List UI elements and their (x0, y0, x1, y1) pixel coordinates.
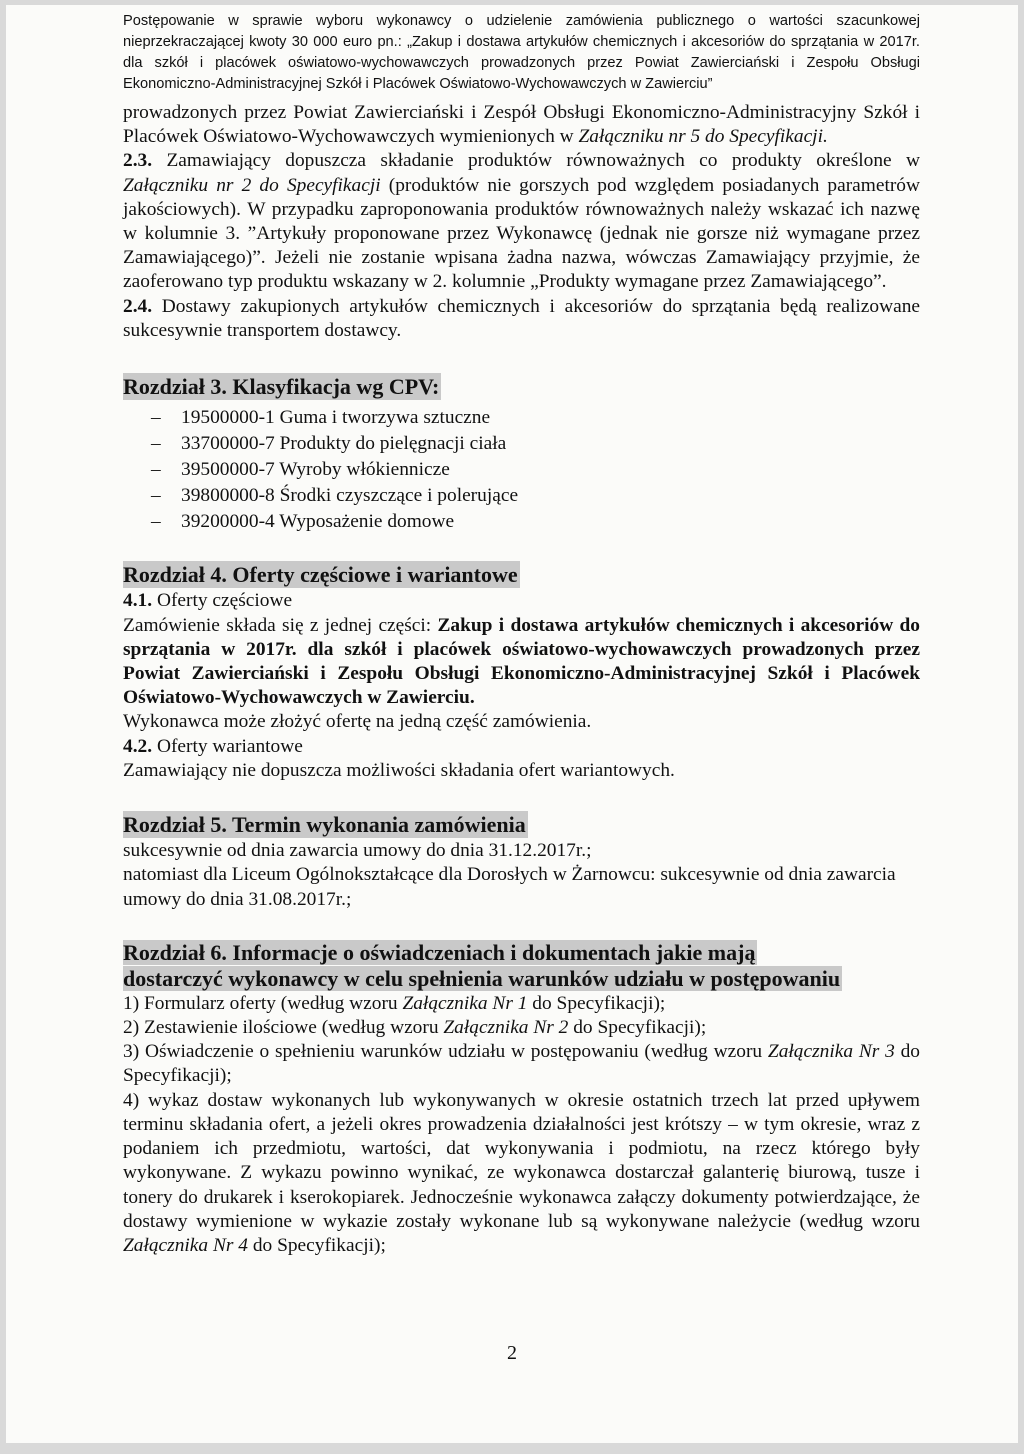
paragraph-2-4 (123, 295, 920, 343)
contract-title: Zakup i dostawa artykułów chemicznych i akcesoriów do sprzątania w 2017r. dla szkół i placówek oświatowo-wychowawczych prowadzonych przez Powiat Zawierciański i Zespołu Obsługi Ekonomiczno-Administracyjnej Szkół i Placówek Oświatowo-Wychowawczych w Zawierciu. (123, 614, 920, 709)
dash-bullet: – (151, 407, 161, 429)
item-text: 3) Oświadczenie o spełnieniu warunków udziału w postępowaniu (według wzoru (123, 1041, 768, 1063)
subsection-4-1-text (123, 614, 920, 711)
section-5-heading: Rozdział 5. Termin wykonania zamówienia (123, 812, 526, 838)
list-item (123, 1040, 920, 1088)
attachment-reference: Załącznika Nr 1 (402, 992, 528, 1014)
paragraph-text: Dostawy zakupionych artykułów chemicznych i akcesoriów do sprzątania będą realizowane sukcesywnie transportem dostawcy. (123, 295, 920, 341)
list-item (123, 431, 920, 457)
list-item (123, 457, 920, 483)
paragraph-number: 2.3. (123, 150, 153, 172)
paragraph-2-3 (123, 149, 920, 294)
subsection-4-2-text: Zamawiający nie dopuszcza możliwości składania ofert wariantowych. (123, 759, 675, 781)
paragraph-text: Zamawiający dopuszcza składanie produktów równoważnych co produkty określone w (152, 150, 920, 172)
subsection-label: Oferty częściowe (152, 590, 293, 612)
heading-line: dostarczyć wykonawcy w celu spełnienia warunków udziału w postępowaniu (123, 965, 841, 991)
list-item (123, 992, 920, 1016)
dash-bullet: – (151, 433, 161, 455)
cpv-code: 33700000-7 Produkty do pielęgnacji ciała (181, 433, 507, 455)
deadline-line-2: natomiast dla Liceum Ogólnokształcące dla Dorosłych w Żarnowcu: sukcesywnie od dnia zawarcia umowy do dnia 31.08.2017r.; (123, 864, 896, 910)
dash-bullet: – (151, 485, 161, 507)
list-item (123, 1089, 920, 1258)
cpv-code: 39800000-8 Środki czyszczące i polerujące (181, 485, 519, 507)
paragraph-number: 2.4. (123, 295, 153, 317)
item-text: do Specyfikacji); (123, 1041, 920, 1087)
heading-line: Rozdział 6. Informacje o oświadczeniach i dokumentach jakie mają (123, 939, 756, 965)
item-text: do Specyfikacji); (527, 992, 666, 1014)
attachment-reference: Załączniku nr 2 do Specyfikacji (123, 174, 381, 196)
subsection-4-1-note: Wykonawca może złożyć ofertę na jedną część zamówienia. (123, 711, 592, 733)
intro-paragraph (123, 101, 920, 149)
attachment-reference: Załącznika Nr 4 (123, 1234, 248, 1256)
cpv-list (123, 405, 920, 535)
item-text: do Specyfikacji); (568, 1017, 707, 1039)
intro-text: prowadzonych przez Powiat Zawierciański i Zespół Obsługi Ekonomiczno-Administracyjny Szkół i Placówek Oświatowo-Wychowawczych wymienionych w (123, 102, 920, 148)
section-3-heading: Rozdział 3. Klasyfikacja wg CPV: (123, 374, 440, 400)
paragraph-text: Zamówienie składa się z jednej części: (123, 614, 438, 636)
section-6-heading (123, 940, 920, 992)
attachment-reference: Załącznika Nr 2 (443, 1017, 569, 1039)
attachment-reference: Załącznika Nr 3 (767, 1041, 895, 1063)
section-6 (123, 940, 920, 1258)
paragraph-number: 4.1. (123, 590, 153, 612)
subsection-label: Oferty wariantowe (152, 735, 303, 757)
cpv-code: 39200000-4 Wyposażenie domowe (181, 511, 455, 533)
dash-bullet: – (151, 459, 161, 481)
document-page (6, 5, 1018, 1443)
list-item (123, 405, 920, 431)
section-5 (123, 811, 920, 912)
list-item (123, 509, 920, 535)
deadline-line-1: sukcesywnie od dnia zawarcia umowy do dnia 31.12.2017r.; (123, 840, 592, 862)
item-text: 4) wykaz dostaw wykonanych lub wykonywanych w okresie ostatnich trzech lat przed upływem terminu składania ofert, a jeżeli okres prowadzenia działalności jest krótszy – w tym okresie, wraz z podaniem ich przedmiotu, wartości, dat wykonywania i podmiotu, na rzecz którego były wykonywane. Z wykazu powinno wynikać, ze wykonawca dostarczał galanterię biurową, tusze i tonery do drukarek i kserokopiarek. Jednocześnie wykonawca załączy dokumenty potwierdzające, że dostawy wymienione w wykazie zostały wykonane lub są wykonywane należycie (według wzoru (123, 1089, 920, 1232)
subsection-4-2-label (123, 735, 920, 759)
document-body (123, 101, 920, 1258)
item-text: 2) Zestawienie ilościowe (według wzoru (123, 1017, 444, 1039)
cpv-code: 19500000-1 Guma i tworzywa sztuczne (181, 407, 491, 429)
attachment-reference: Załączniku nr 5 do Specyfikacji. (578, 126, 828, 148)
subsection-4-1-label (123, 589, 920, 613)
section-4-heading: Rozdział 4. Oferty częściowe i wariantowe (123, 562, 518, 588)
paragraph-number: 4.2. (123, 735, 153, 757)
list-item (123, 483, 920, 509)
dash-bullet: – (151, 511, 161, 533)
item-text: do Specyfikacji); (247, 1234, 386, 1256)
cpv-code: 39500000-7 Wyroby włókiennicze (181, 459, 450, 481)
list-item (123, 1016, 920, 1040)
page-number: 2 (507, 1342, 517, 1364)
section-3 (123, 373, 920, 535)
running-header: Postępowanie w sprawie wyboru wykonawcy o udzielenie zamówienia publicznego o wartości szacunkowej nieprzekraczającej kwoty 30 000 euro pn.: „Zakup i dostawa artykułów chemicznych i akcesoriów do sprzątania w 2017r. dla szkół i placówek oświatowo-wychowawczych prowadzonych przez Powiat Zawierciański i Zespołu Obsługi Ekonomiczno-Administracyjnej Szkół i Placówek Oświatowo-Wychowawczych w Zawierciu” (123, 13, 920, 92)
item-text: 1) Formularz oferty (według wzoru (123, 992, 403, 1014)
section-4 (123, 561, 920, 783)
paragraph-text: (produktów nie gorszych pod względem posiadanych parametrów jakościowych). W przypadku zaproponowania produktów równoważnych należy wskazać ich nazwę w kolumnie 3. ”Artykuły proponowane przez Wykonawcę (jednak nie gorsze niż wymagane przez Zamawiającego)”. Jeżeli nie zostanie wpisana żadna nazwa, wówczas Zamawiający przyjmie, że zaoferowano typ produktu wskazany w 2. kolumnie „Produkty wymagane przez Zamawiającego”. (123, 174, 920, 293)
